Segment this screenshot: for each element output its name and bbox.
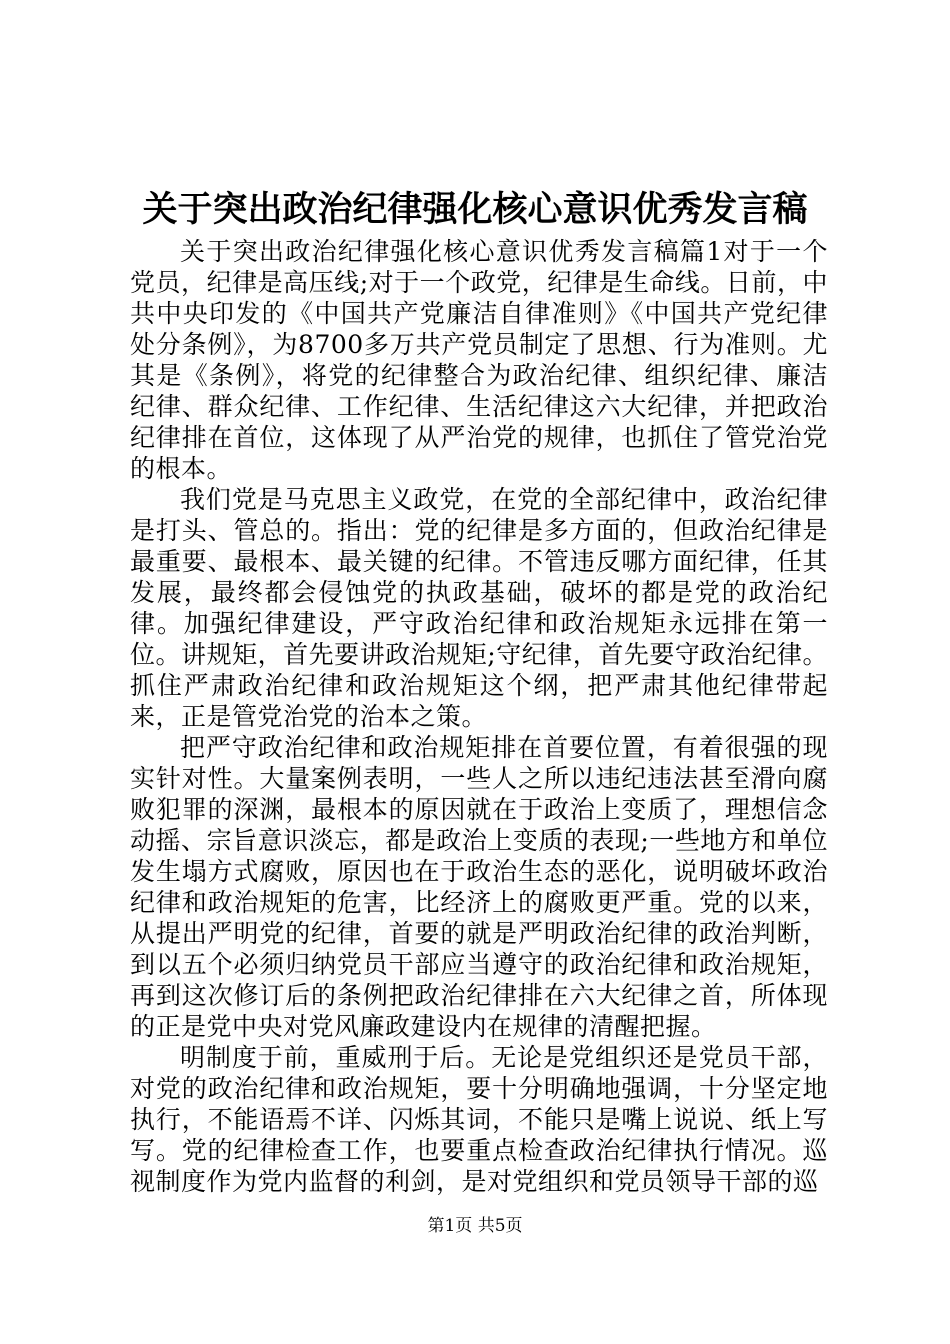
document-title: 关于突出政治纪律强化核心意识优秀发言稿	[142, 189, 808, 230]
paragraph-4: 明制度于前，重威刑于后。无论是党组织还是党员干部，对党的政治纪律和政治规矩，要十分明确地强调，十分坚定地执行，不能语焉不详、闪烁其词，不能只是嘴上说说、纸上写写。党的纪律检查工作，也要重点检查政治纪律执行情况。巡视制度作为党内监督的利剑，是对党组织和党员领导干部的巡	[130, 1043, 828, 1196]
paragraph-3: 把严守政治纪律和政治规矩排在首要位置，有着很强的现实针对性。大量案例表明，一些人之所以违纪违法甚至滑向腐败犯罪的深渊，最根本的原因就在于政治上变质了，理想信念动摇、宗旨意识淡忘，都是政治上变质的表现;一些地方和单位发生塌方式腐败，原因也在于政治生态的恶化，说明破坏政治纪律和政治规矩的危害，比经济上的腐败更严重。党的以来，从提出严明党的纪律，首要的就是严明政治纪律的政治判断，到以五个必须归纳党员干部应当遵守的政治纪律和政治规矩，再到这次修订后的条例把政治纪律排在六大纪律之首，所体现的正是党中央对党风廉政建设内在规律的清醒把握。	[130, 733, 828, 1041]
paragraph-1: 关于突出政治纪律强化核心意识优秀发言稿篇1对于一个党员，纪律是高压线;对于一个政党，纪律是生命线。日前，中共中央印发的《中国共产党廉洁自律准则》《中国共产党纪律处分条例》，为8700多万共产党员制定了思想、行为准则。尤其是《条例》，将党的纪律整合为政治纪律、组织纪律、廉洁纪律、群众纪律、工作纪律、生活纪律这六大纪律，并把政治纪律排在首位，这体现了从严治党的规律，也抓住了管党治党的根本。	[130, 237, 828, 483]
page-number-footer: 第1页 共5页	[427, 1216, 523, 1236]
document-body	[130, 236, 828, 1197]
paragraph-2: 我们党是马克思主义政党，在党的全部纪律中，政治纪律是打头、管总的。指出：党的纪律是多方面的，但政治纪律是最重要、最根本、最关键的纪律。不管违反哪方面纪律，任其发展，最终都会侵蚀党的执政基础，破坏的都是党的政治纪律。加强纪律建设，严守政治纪律和政治规矩永远排在第一位。讲规矩，首先要讲政治规矩;守纪律，首先要守政治纪律。抓住严肃政治纪律和政治规矩这个纲，把严肃其他纪律带起来，正是管党治党的治本之策。	[130, 485, 828, 731]
